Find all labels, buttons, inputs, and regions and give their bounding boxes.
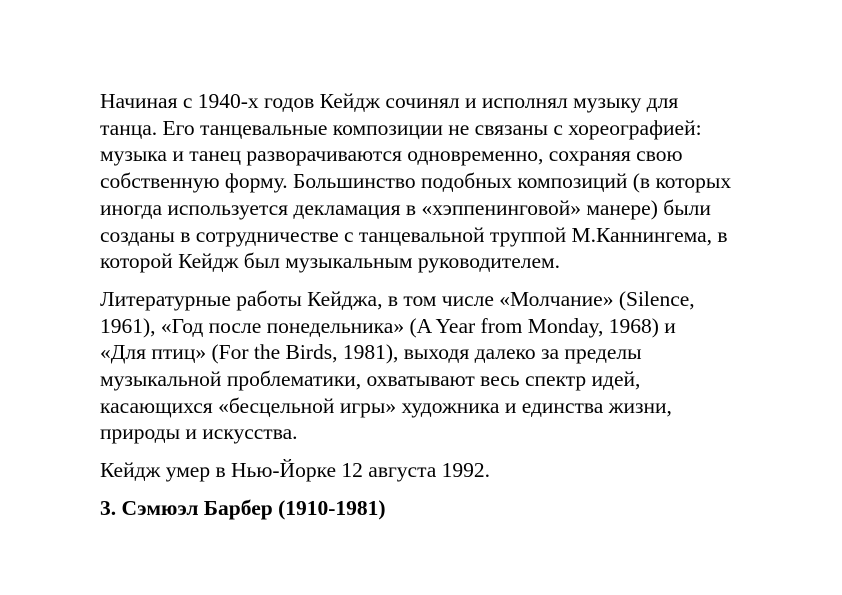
text-line: Кейдж умер в Нью-Йорке 12 августа 1992. — [100, 458, 491, 483]
document-body — [100, 88, 760, 522]
text-line: танца. Его танцевальные композиции не связаны с хореографией: — [100, 115, 702, 140]
text-line: касающихся «бесцельной игры» художника и единства жизни, — [100, 393, 672, 418]
section-heading — [100, 495, 760, 522]
text-line: 1961), «Год после понедельника» (A Year from Monday, 1968) и — [100, 313, 676, 338]
text-line: собственную форму. Большинство подобных композиций (в которых — [100, 169, 732, 194]
paragraph-dance-music — [100, 88, 760, 275]
text-line: музыка и танец разворачиваются одновременно, сохраняя свою — [100, 142, 683, 167]
text-line: «Для птиц» (For the Birds, 1981), выходя далеко за пределы — [100, 340, 642, 365]
text-line: созданы в сотрудничестве с танцевальной труппой М.Каннингема, в — [100, 222, 728, 247]
text-line: иногда используется декламация в «хэппенинговой» манере) были — [100, 195, 711, 220]
heading-text: 3. Сэмюэл Барбер (1910-1981) — [100, 495, 386, 520]
paragraph-literary-works — [100, 286, 760, 446]
text-line: природы и искусства. — [100, 420, 298, 445]
text-line: музыкальной проблематики, охватывают весь спектр идей, — [100, 367, 641, 392]
text-line: Начиная с 1940-х годов Кейдж сочинял и исполнял музыку для — [100, 89, 679, 113]
paragraph-death — [100, 457, 760, 484]
text-line: которой Кейдж был музыкальным руководителем. — [100, 249, 560, 274]
text-line: Литературные работы Кейджа, в том числе «Молчание» (Silence, — [100, 286, 695, 311]
